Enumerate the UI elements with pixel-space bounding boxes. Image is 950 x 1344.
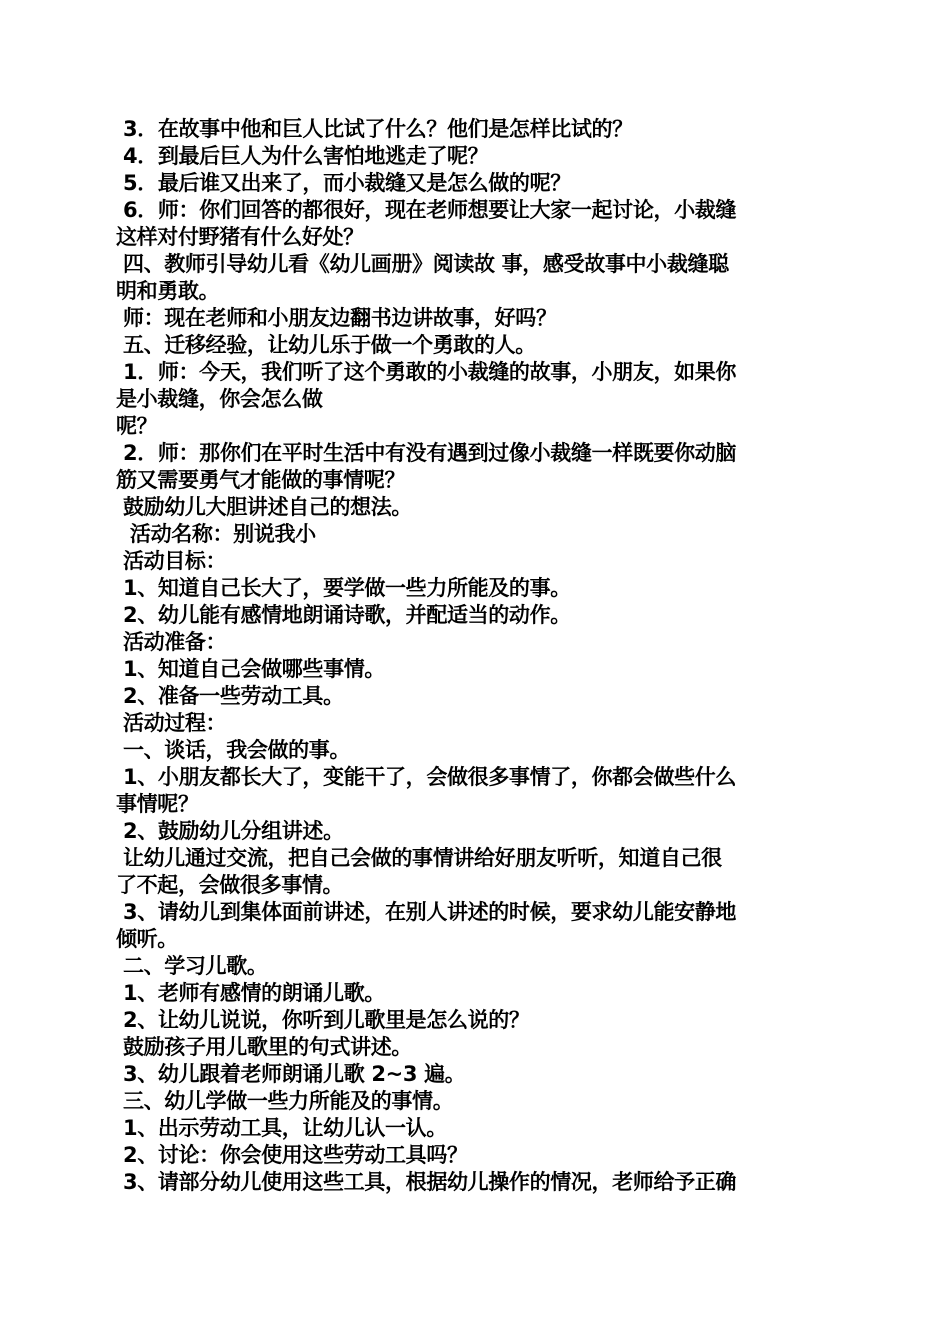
text-line: 二、学习儿歌。 — [116, 954, 268, 978]
document-body — [116, 116, 836, 1196]
text-line: 一、谈话，我会做的事。 — [116, 738, 351, 762]
text-line: 活动过程： — [116, 711, 227, 735]
text-line: 四、教师引导幼儿看《幼儿画册》阅读故 事，感受故事中小裁缝聪 — [116, 252, 729, 276]
text-line: 2、让幼儿说说，你听到儿歌里是怎么说的？ — [116, 1008, 530, 1032]
text-line: 1、知道自己会做哪些事情。 — [116, 657, 386, 681]
text-line: 五、迁移经验，让幼儿乐于做一个勇敢的人。 — [116, 333, 536, 357]
text-line: 1．师：今天，我们听了这个勇敢的小裁缝的故事，小朋友，如果你 — [116, 360, 737, 384]
text-line: 2、鼓励幼儿分组讲述。 — [116, 819, 344, 843]
text-line: 3、幼儿跟着老师朗诵儿歌 2~3 遍。 — [116, 1062, 466, 1086]
text-line: 2．师：那你们在平时生活中有没有遇到过像小裁缝一样既要你动脑 — [116, 441, 737, 465]
text-line: 5．最后谁又出来了，而小裁缝又是怎么做的呢？ — [116, 171, 571, 195]
text-line: 活动目标： — [116, 549, 227, 573]
text-line: 鼓励幼儿大胆讲述自己的想法。 — [116, 495, 413, 519]
text-line: 让幼儿通过交流，把自己会做的事情讲给好朋友听听，知道自己很 — [116, 846, 722, 870]
text-line: 1、老师有感情的朗诵儿歌。 — [116, 981, 386, 1005]
text-line: 1、知道自己长大了，要学做一些力所能及的事。 — [116, 576, 571, 600]
text-line: 鼓励孩子用儿歌里的句式讲述。 — [116, 1035, 413, 1059]
text-line: 2、幼儿能有感情地朗诵诗歌，并配适当的动作。 — [116, 603, 571, 627]
text-line: 3、请部分幼儿使用这些工具，根据幼儿操作的情况，老师给予正确 — [116, 1170, 737, 1194]
text-line: 三、幼儿学做一些力所能及的事情。 — [116, 1089, 454, 1113]
text-line: 了不起，会做很多事情。 — [116, 873, 344, 897]
text-line: 1、出示劳动工具，让幼儿认一认。 — [116, 1116, 447, 1140]
text-line: 筋又需要勇气才能做的事情呢？ — [116, 468, 406, 492]
text-line: 是小裁缝，你会怎么做 — [116, 387, 323, 411]
text-line: 呢？ — [116, 414, 158, 438]
text-line: 6．师：你们回答的都很好，现在老师想要让大家一起讨论，小裁缝 — [116, 198, 737, 222]
text-line: 这样对付野猪有什么好处？ — [116, 225, 364, 249]
text-line: 2、准备一些劳动工具。 — [116, 684, 344, 708]
text-line: 3．在故事中他和巨人比试了什么？他们是怎样比试的？ — [116, 117, 633, 141]
text-line: 倾听。 — [116, 927, 178, 951]
text-line: 明和勇敢。 — [116, 279, 220, 303]
text-line: 事情呢？ — [116, 792, 199, 816]
text-line: 3、请幼儿到集体面前讲述，在别人讲述的时候，要求幼儿能安静地 — [116, 900, 737, 924]
text-line: 活动名称：别说我小 — [116, 522, 316, 546]
text-line: 2、讨论：你会使用这些劳动工具吗？ — [116, 1143, 468, 1167]
text-line: 师：现在老师和小朋友边翻书边讲故事，好吗？ — [116, 306, 557, 330]
text-line: 1、小朋友都长大了，变能干了，会做很多事情了，你都会做些什么 — [116, 765, 737, 789]
text-line: 活动准备： — [116, 630, 227, 654]
text-line: 4．到最后巨人为什么害怕地逃走了呢？ — [116, 144, 489, 168]
